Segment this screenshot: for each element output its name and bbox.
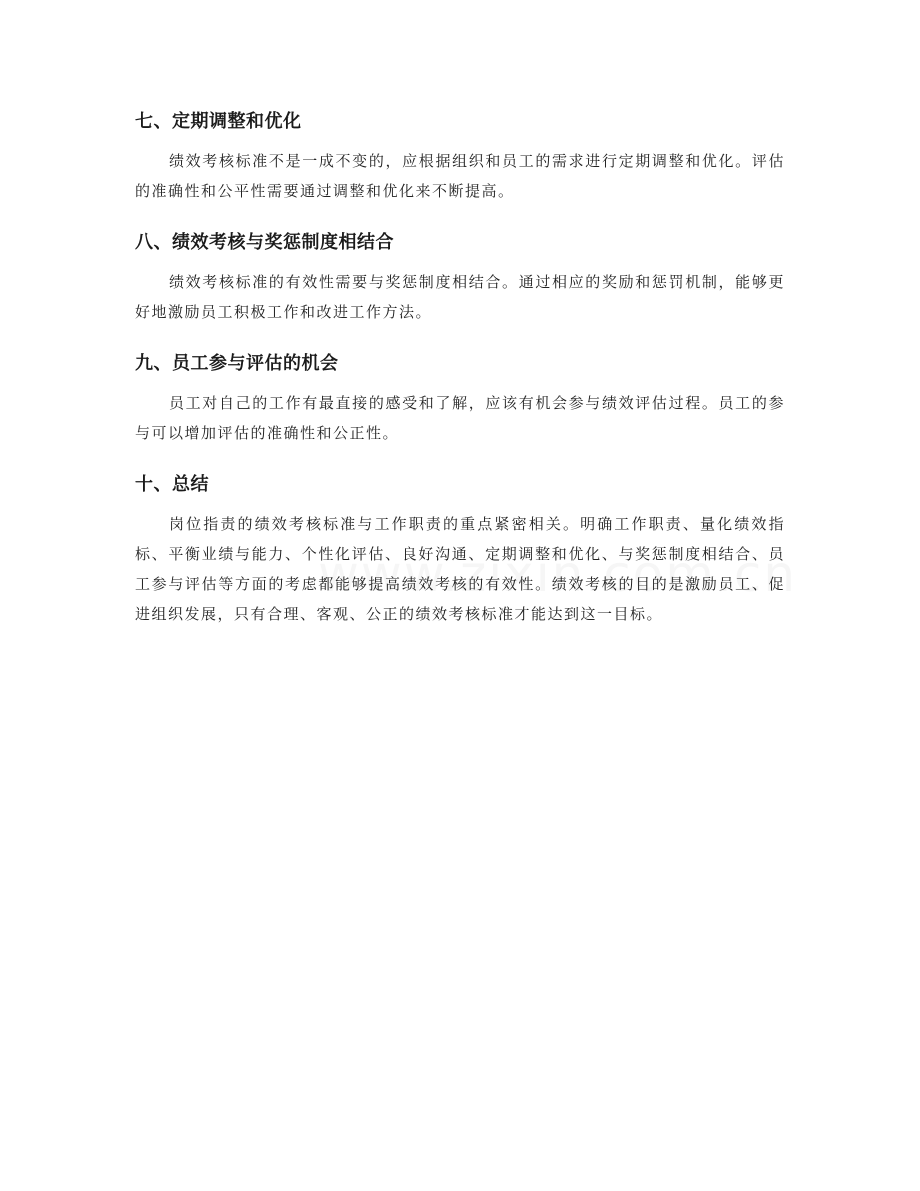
section-paragraph: 绩效考核标准的有效性需要与奖惩制度相结合。通过相应的奖励和惩罚机制，能够更好地激励员工积极工作和改进工作方法。: [135, 273, 785, 321]
document-content: [135, 100, 785, 644]
section-paragraph: 岗位指责的绩效考核标准与工作职责的重点紧密相关。明确工作职责、量化绩效指标、平衡业绩与能力、个性化评估、良好沟通、定期调整和优化、与奖惩制度相结合、员工参与评估等方面的考虑都能够提高绩效考核的有效性。绩效考核的目的是激励员工、促进组织发展，只有合理、客观、公正的绩效考核标准才能达到这一目标。: [135, 515, 785, 623]
section-reward-punishment: [135, 221, 785, 327]
section-title: 九、员工参与评估的机会: [135, 353, 339, 374]
section-title: 七、定期调整和优化: [135, 111, 302, 132]
section-employee-participation: [135, 342, 785, 448]
section-regular-adjustment: [135, 100, 785, 206]
section-title: 十、总结: [135, 474, 209, 495]
section-title: 八、绩效考核与奖惩制度相结合: [135, 232, 394, 253]
section-paragraph: 绩效考核标准不是一成不变的，应根据组织和员工的需求进行定期调整和优化。评估的准确性和公平性需要通过调整和优化来不断提高。: [135, 152, 785, 200]
section-summary: [135, 463, 785, 629]
section-paragraph: 员工对自己的工作有最直接的感受和了解，应该有机会参与绩效评估过程。员工的参与可以增加评估的准确性和公正性。: [135, 394, 785, 442]
